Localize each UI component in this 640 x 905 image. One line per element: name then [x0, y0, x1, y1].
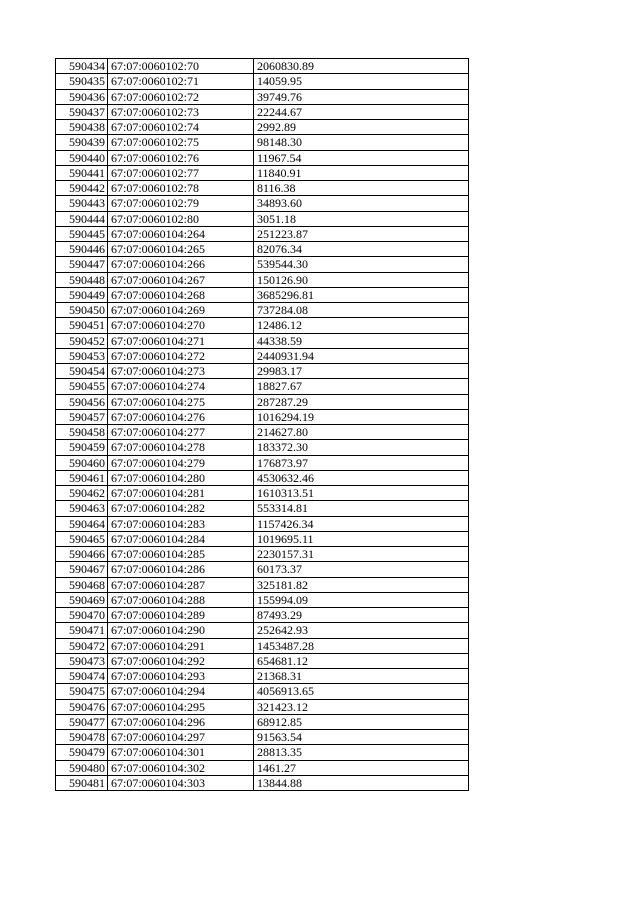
- cadastral-value-table: [55, 58, 469, 791]
- table-row: [56, 608, 469, 623]
- cadastral-value-cell: 21368.31: [254, 669, 469, 684]
- row-number-cell: 590466: [56, 547, 108, 562]
- table-row: [56, 257, 469, 272]
- cadastral-number-cell: 67:07:0060104:293: [108, 669, 254, 684]
- table-row: [56, 745, 469, 760]
- table-row: [56, 226, 469, 241]
- table-row: [56, 165, 469, 180]
- cadastral-number-cell: 67:07:0060102:73: [108, 104, 254, 119]
- cadastral-number-cell: 67:07:0060102:75: [108, 135, 254, 150]
- cadastral-number-cell: 67:07:0060104:268: [108, 287, 254, 302]
- cadastral-value-cell: 22244.67: [254, 104, 469, 119]
- cadastral-number-cell: 67:07:0060104:274: [108, 379, 254, 394]
- row-number-cell: 590473: [56, 653, 108, 668]
- row-number-cell: 590476: [56, 699, 108, 714]
- cadastral-value-cell: 654681.12: [254, 653, 469, 668]
- table-row: [56, 333, 469, 348]
- cadastral-number-cell: 67:07:0060104:275: [108, 394, 254, 409]
- cadastral-value-cell: 252642.93: [254, 623, 469, 638]
- row-number-cell: 590444: [56, 211, 108, 226]
- row-number-cell: 590477: [56, 714, 108, 729]
- row-number-cell: 590441: [56, 165, 108, 180]
- table-row: [56, 547, 469, 562]
- row-number-cell: 590463: [56, 501, 108, 516]
- table-row: [56, 684, 469, 699]
- cadastral-value-cell: 8116.38: [254, 181, 469, 196]
- table-row: [56, 501, 469, 516]
- cadastral-value-cell: 34893.60: [254, 196, 469, 211]
- cadastral-number-cell: 67:07:0060102:80: [108, 211, 254, 226]
- cadastral-number-cell: 67:07:0060104:291: [108, 638, 254, 653]
- cadastral-number-cell: 67:07:0060104:290: [108, 623, 254, 638]
- row-number-cell: 590445: [56, 226, 108, 241]
- table-row: [56, 196, 469, 211]
- table-row: [56, 623, 469, 638]
- cadastral-number-cell: 67:07:0060104:303: [108, 775, 254, 790]
- table-row: [56, 486, 469, 501]
- cadastral-value-cell: 150126.90: [254, 272, 469, 287]
- row-number-cell: 590461: [56, 470, 108, 485]
- table-row: [56, 150, 469, 165]
- cadastral-value-cell: 87493.29: [254, 608, 469, 623]
- table-row: [56, 394, 469, 409]
- table-row: [56, 135, 469, 150]
- cadastral-value-cell: 82076.34: [254, 242, 469, 257]
- table-row: [56, 577, 469, 592]
- table-row: [56, 364, 469, 379]
- row-number-cell: 590436: [56, 89, 108, 104]
- cadastral-value-cell: 737284.08: [254, 303, 469, 318]
- cadastral-number-cell: 67:07:0060104:264: [108, 226, 254, 241]
- cadastral-value-cell: 4530632.46: [254, 470, 469, 485]
- table-row: [56, 699, 469, 714]
- cadastral-number-cell: 67:07:0060104:270: [108, 318, 254, 333]
- cadastral-number-cell: 67:07:0060102:70: [108, 59, 254, 74]
- row-number-cell: 590450: [56, 303, 108, 318]
- table-row: [56, 669, 469, 684]
- cadastral-value-cell: 11840.91: [254, 165, 469, 180]
- cadastral-number-cell: 67:07:0060104:269: [108, 303, 254, 318]
- cadastral-number-cell: 67:07:0060104:296: [108, 714, 254, 729]
- cadastral-number-cell: 67:07:0060104:277: [108, 425, 254, 440]
- table-row: [56, 242, 469, 257]
- cadastral-value-cell: 14059.95: [254, 74, 469, 89]
- row-number-cell: 590458: [56, 425, 108, 440]
- row-number-cell: 590457: [56, 409, 108, 424]
- table-row: [56, 181, 469, 196]
- cadastral-value-cell: 60173.37: [254, 562, 469, 577]
- cadastral-value-cell: 1461.27: [254, 760, 469, 775]
- row-number-cell: 590455: [56, 379, 108, 394]
- cadastral-number-cell: 67:07:0060104:271: [108, 333, 254, 348]
- table-row: [56, 89, 469, 104]
- table-row: [56, 730, 469, 745]
- row-number-cell: 590464: [56, 516, 108, 531]
- table-row: [56, 592, 469, 607]
- row-number-cell: 590480: [56, 760, 108, 775]
- cadastral-value-cell: 13844.88: [254, 775, 469, 790]
- row-number-cell: 590454: [56, 364, 108, 379]
- row-number-cell: 590435: [56, 74, 108, 89]
- cadastral-value-cell: 44338.59: [254, 333, 469, 348]
- row-number-cell: 590440: [56, 150, 108, 165]
- row-number-cell: 590475: [56, 684, 108, 699]
- table-row: [56, 470, 469, 485]
- cadastral-number-cell: 67:07:0060104:276: [108, 409, 254, 424]
- cadastral-number-cell: 67:07:0060102:76: [108, 150, 254, 165]
- cadastral-value-cell: 539544.30: [254, 257, 469, 272]
- cadastral-value-cell: 29983.17: [254, 364, 469, 379]
- table-row: [56, 74, 469, 89]
- cadastral-number-cell: 67:07:0060104:283: [108, 516, 254, 531]
- cadastral-value-cell: 321423.12: [254, 699, 469, 714]
- cadastral-number-cell: 67:07:0060102:78: [108, 181, 254, 196]
- table-row: [56, 455, 469, 470]
- cadastral-number-cell: 67:07:0060104:301: [108, 745, 254, 760]
- cadastral-number-cell: 67:07:0060104:266: [108, 257, 254, 272]
- cadastral-value-cell: 2230157.31: [254, 547, 469, 562]
- table-row: [56, 714, 469, 729]
- row-number-cell: 590471: [56, 623, 108, 638]
- row-number-cell: 590470: [56, 608, 108, 623]
- cadastral-value-cell: 3685296.81: [254, 287, 469, 302]
- cadastral-value-cell: 1019695.11: [254, 531, 469, 546]
- table-row: [56, 760, 469, 775]
- cadastral-number-cell: 67:07:0060104:289: [108, 608, 254, 623]
- row-number-cell: 590479: [56, 745, 108, 760]
- cadastral-value-cell: 251223.87: [254, 226, 469, 241]
- cadastral-number-cell: 67:07:0060104:280: [108, 470, 254, 485]
- cadastral-number-cell: 67:07:0060104:285: [108, 547, 254, 562]
- row-number-cell: 590437: [56, 104, 108, 119]
- cadastral-value-cell: 2440931.94: [254, 348, 469, 363]
- cadastral-value-cell: 18827.67: [254, 379, 469, 394]
- cadastral-number-cell: 67:07:0060104:297: [108, 730, 254, 745]
- table-row: [56, 120, 469, 135]
- row-number-cell: 590467: [56, 562, 108, 577]
- cadastral-number-cell: 67:07:0060104:294: [108, 684, 254, 699]
- cadastral-value-cell: 214627.80: [254, 425, 469, 440]
- cadastral-number-cell: 67:07:0060104:288: [108, 592, 254, 607]
- table-row: [56, 531, 469, 546]
- row-number-cell: 590453: [56, 348, 108, 363]
- table-row: [56, 348, 469, 363]
- cadastral-number-cell: 67:07:0060102:77: [108, 165, 254, 180]
- cadastral-number-cell: 67:07:0060104:265: [108, 242, 254, 257]
- table-row: [56, 287, 469, 302]
- cadastral-value-cell: 2060830.89: [254, 59, 469, 74]
- row-number-cell: 590468: [56, 577, 108, 592]
- row-number-cell: 590442: [56, 181, 108, 196]
- cadastral-value-cell: 68912.85: [254, 714, 469, 729]
- cadastral-value-cell: 2992.89: [254, 120, 469, 135]
- cadastral-value-cell: 183372.30: [254, 440, 469, 455]
- row-number-cell: 590451: [56, 318, 108, 333]
- cadastral-number-cell: 67:07:0060104:273: [108, 364, 254, 379]
- cadastral-value-cell: 39749.76: [254, 89, 469, 104]
- cadastral-number-cell: 67:07:0060104:292: [108, 653, 254, 668]
- cadastral-number-cell: 67:07:0060104:302: [108, 760, 254, 775]
- cadastral-value-cell: 28813.35: [254, 745, 469, 760]
- table-row: [56, 653, 469, 668]
- cadastral-value-cell: 98148.30: [254, 135, 469, 150]
- row-number-cell: 590448: [56, 272, 108, 287]
- row-number-cell: 590452: [56, 333, 108, 348]
- row-number-cell: 590465: [56, 531, 108, 546]
- cadastral-value-cell: 1610313.51: [254, 486, 469, 501]
- row-number-cell: 590459: [56, 440, 108, 455]
- cadastral-number-cell: 67:07:0060104:282: [108, 501, 254, 516]
- cadastral-number-cell: 67:07:0060104:281: [108, 486, 254, 501]
- cadastral-number-cell: 67:07:0060104:287: [108, 577, 254, 592]
- row-number-cell: 590438: [56, 120, 108, 135]
- cadastral-number-cell: 67:07:0060102:74: [108, 120, 254, 135]
- cadastral-value-cell: 1016294.19: [254, 409, 469, 424]
- row-number-cell: 590474: [56, 669, 108, 684]
- table-row: [56, 211, 469, 226]
- table-row: [56, 440, 469, 455]
- cadastral-value-cell: 11967.54: [254, 150, 469, 165]
- cadastral-value-cell: 553314.81: [254, 501, 469, 516]
- table-row: [56, 318, 469, 333]
- cadastral-number-cell: 67:07:0060102:72: [108, 89, 254, 104]
- table-row: [56, 303, 469, 318]
- row-number-cell: 590446: [56, 242, 108, 257]
- cadastral-number-cell: 67:07:0060104:279: [108, 455, 254, 470]
- row-number-cell: 590472: [56, 638, 108, 653]
- row-number-cell: 590460: [56, 455, 108, 470]
- cadastral-value-cell: 12486.12: [254, 318, 469, 333]
- row-number-cell: 590478: [56, 730, 108, 745]
- cadastral-number-cell: 67:07:0060104:267: [108, 272, 254, 287]
- cadastral-number-cell: 67:07:0060102:79: [108, 196, 254, 211]
- row-number-cell: 590443: [56, 196, 108, 211]
- table-row: [56, 562, 469, 577]
- row-number-cell: 590469: [56, 592, 108, 607]
- row-number-cell: 590434: [56, 59, 108, 74]
- cadastral-number-cell: 67:07:0060104:278: [108, 440, 254, 455]
- cadastral-value-cell: 91563.54: [254, 730, 469, 745]
- cadastral-value-cell: 4056913.65: [254, 684, 469, 699]
- table-row: [56, 775, 469, 790]
- row-number-cell: 590456: [56, 394, 108, 409]
- table-row: [56, 379, 469, 394]
- row-number-cell: 590462: [56, 486, 108, 501]
- cadastral-value-cell: 1453487.28: [254, 638, 469, 653]
- cadastral-number-cell: 67:07:0060104:286: [108, 562, 254, 577]
- table-row: [56, 272, 469, 287]
- table-row: [56, 409, 469, 424]
- table-row: [56, 516, 469, 531]
- row-number-cell: 590439: [56, 135, 108, 150]
- row-number-cell: 590481: [56, 775, 108, 790]
- table-row: [56, 59, 469, 74]
- cadastral-number-cell: 67:07:0060104:272: [108, 348, 254, 363]
- cadastral-number-cell: 67:07:0060102:71: [108, 74, 254, 89]
- table-row: [56, 425, 469, 440]
- cadastral-value-cell: 3051.18: [254, 211, 469, 226]
- cadastral-value-cell: 176873.97: [254, 455, 469, 470]
- cadastral-number-cell: 67:07:0060104:295: [108, 699, 254, 714]
- cadastral-value-cell: 1157426.34: [254, 516, 469, 531]
- cadastral-value-cell: 325181.82: [254, 577, 469, 592]
- cadastral-value-cell: 155994.09: [254, 592, 469, 607]
- table-body: [56, 59, 469, 791]
- cadastral-value-cell: 287287.29: [254, 394, 469, 409]
- cadastral-number-cell: 67:07:0060104:284: [108, 531, 254, 546]
- row-number-cell: 590449: [56, 287, 108, 302]
- table-row: [56, 638, 469, 653]
- row-number-cell: 590447: [56, 257, 108, 272]
- table-row: [56, 104, 469, 119]
